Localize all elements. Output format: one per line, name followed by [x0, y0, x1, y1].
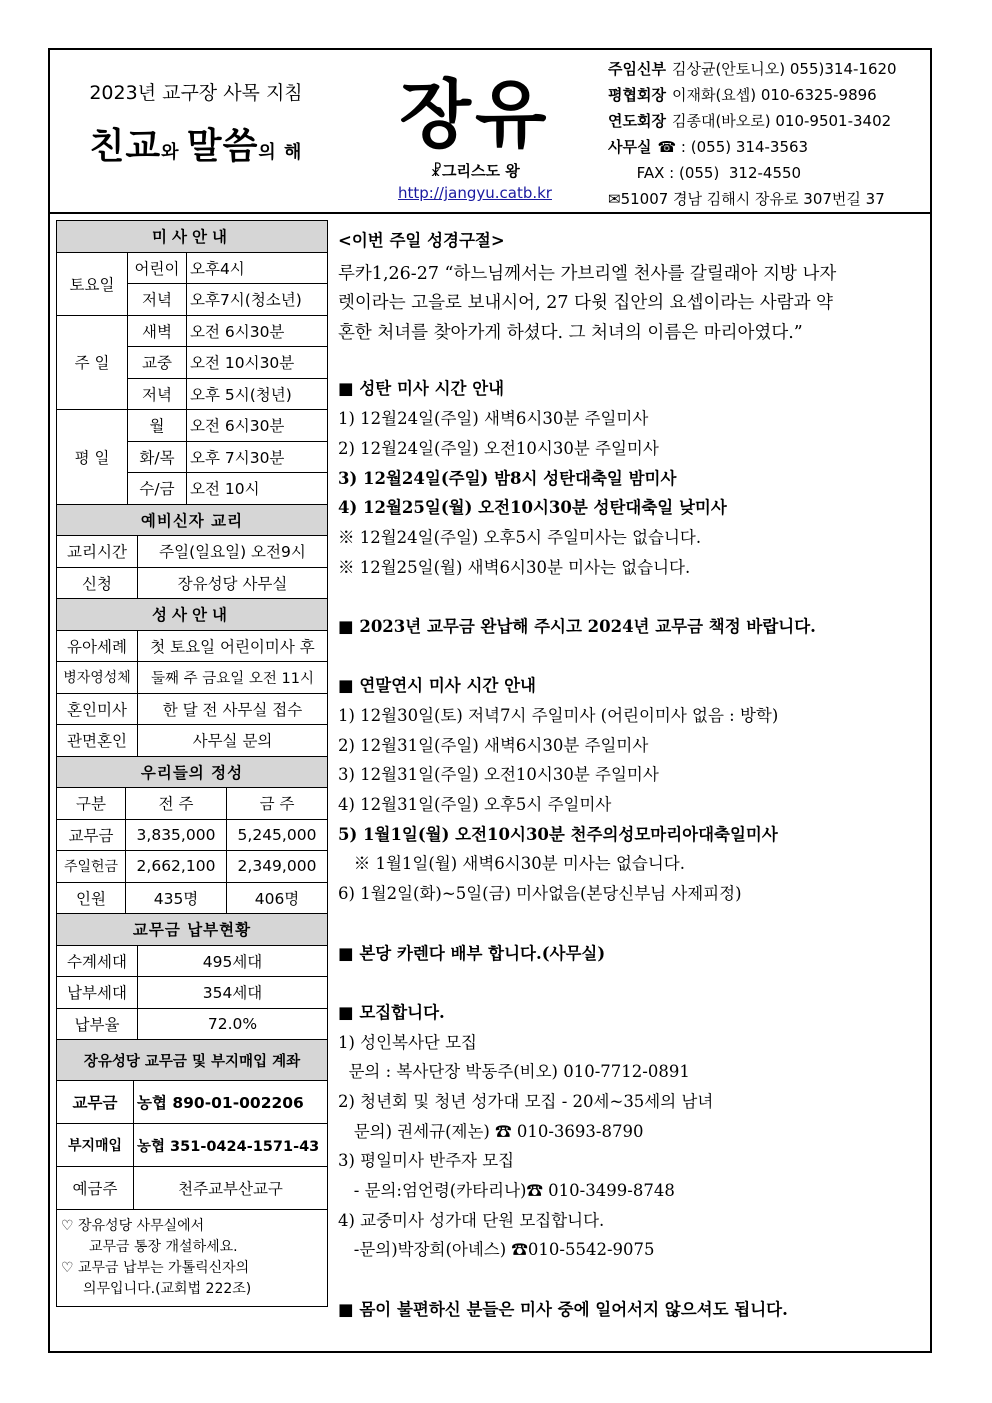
- row-value: 495세대: [138, 945, 328, 977]
- schedule-item: 5) 1월1일(월) 오전10시30분 천주의성모마리아대축일미사: [338, 824, 778, 844]
- recruit-item: 2) 청년회 및 청년 성가대 모집 - 20세~35세의 남녀: [338, 1091, 714, 1111]
- account-number: 농협 890-01-002206: [134, 1081, 328, 1124]
- sidebar: [56, 220, 328, 1307]
- row-label: 수계세대: [57, 945, 138, 977]
- verse-line: 루카1,26-27 “하느님께서는 가브리엘 천사를 갈릴래아 지방 나자: [338, 263, 837, 284]
- bulletin-title: 장유: [399, 72, 551, 158]
- day-label: 평 일: [57, 410, 128, 505]
- pastoral-motto: [50, 50, 342, 212]
- account-number: 농협 351-0424-1571-43: [134, 1124, 328, 1167]
- day-label: 토요일: [57, 252, 128, 315]
- mass-type: 수/금: [128, 473, 187, 505]
- this-week-value: 2,349,000: [227, 851, 328, 883]
- contact-value: ☎ : (055) 314-3563: [657, 138, 809, 156]
- verse-line: 렛이라는 고을로 보내시어, 27 다윗 집안의 요셉이라는 사람과 약: [338, 293, 833, 314]
- column-header: 구분: [57, 788, 126, 820]
- schedule-item: 2) 12월31일(주일) 새벽6시30분 주일미사: [338, 735, 649, 755]
- row-label: 병자영성체: [57, 662, 138, 694]
- contact-role: 사무실: [608, 138, 652, 156]
- mass-type: 어린이: [128, 252, 187, 284]
- mass-time: 오후 5시(청년): [187, 378, 328, 410]
- catechism-table: [56, 504, 328, 600]
- contact-role: 연도회장: [608, 112, 666, 130]
- this-week-value: 5,245,000: [227, 819, 328, 851]
- schedule-note: ※ 12월25일(월) 새벽6시30분 미사는 없습니다.: [338, 557, 691, 577]
- recruit-contact: - 문의:엄언령(카타리나)☎ 010-3499-8748: [338, 1181, 675, 1200]
- note-line: ♡ 장유성당 사무실에서: [61, 1218, 205, 1234]
- section-heading: ■ 연말연시 미사 시간 안내: [338, 676, 536, 696]
- row-label: 예금주: [57, 1167, 134, 1210]
- contact-row: [608, 56, 934, 82]
- row-label: 주일헌금: [57, 851, 126, 883]
- mass-time: 오후7시(청소년): [187, 284, 328, 316]
- spacer: [338, 968, 926, 998]
- mass-type: 교중: [128, 347, 187, 379]
- account-table: [56, 1039, 328, 1210]
- schedule-note: ※ 1월1일(월) 새벽6시30분 미사는 없습니다.: [338, 854, 685, 874]
- recruit-contact: 문의) 권세규(제논) ☎ 010-3693-8790: [338, 1121, 644, 1141]
- prev-week-value: 435명: [126, 882, 227, 914]
- row-value: 354세대: [138, 977, 328, 1009]
- offering-table: [56, 756, 328, 915]
- contact-row: [608, 82, 934, 108]
- row-value: 장유성당 사무실: [138, 567, 328, 599]
- schedule-item: 6) 1월2일(화)~5일(금) 미사없음(본당신부님 사제피정): [338, 884, 742, 904]
- section-title: 예비신자 교리: [57, 504, 328, 536]
- bulletin-frame: [48, 48, 932, 1353]
- verse-line: 혼한 처녀를 찾아가게 하셨다. 그 처녀의 이름은 마리아였다.”: [338, 323, 803, 344]
- mass-schedule-table: [56, 220, 328, 505]
- section-title: 장유성당 교무금 및 부지매입 계좌: [57, 1040, 328, 1081]
- row-label: 인원: [57, 882, 126, 914]
- section-title: 우리들의 정성: [57, 756, 328, 788]
- mass-time: 오후4시: [187, 252, 328, 284]
- masthead: [350, 50, 600, 212]
- note-line: 교무금 통장 개설하세요.: [89, 1239, 238, 1255]
- schedule-item: 4) 12월31일(주일) 오후5시 주일미사: [338, 795, 612, 815]
- contact-row: [608, 134, 934, 160]
- motto-word-2: 말씀: [186, 126, 259, 167]
- row-label: 납부세대: [57, 977, 138, 1009]
- mass-time: 오후 7시30분: [187, 441, 328, 473]
- row-value: 둘째 주 금요일 오전 11시: [138, 662, 328, 694]
- schedule-item: 2) 12월24일(주일) 오전10시30분 주일미사: [338, 438, 659, 458]
- mass-type: 화/목: [128, 441, 187, 473]
- contact-role: 주임신부: [608, 60, 666, 78]
- recruit-item: 1) 성인복사단 모집: [338, 1032, 477, 1052]
- mass-time: 오전 10시: [187, 473, 328, 505]
- contact-value: 이재화(요셉) 010-6325-9896: [671, 86, 877, 104]
- contact-role: 평협회장: [608, 86, 666, 104]
- mass-type: 저녁: [128, 378, 187, 410]
- row-label: 신청: [57, 567, 138, 599]
- spacer: [338, 345, 926, 375]
- note-line: 의무입니다.(교회법 222조): [83, 1281, 252, 1297]
- column-header: 전 주: [126, 788, 227, 820]
- contact-value: 김종대(바오로) 010-9501-3402: [671, 112, 892, 130]
- section-title: 성사안내: [57, 599, 328, 631]
- row-value: 주일(일요일) 오전9시: [138, 536, 328, 568]
- schedule-item: 1) 12월30일(토) 저녁7시 주일미사 (어린이미사 없음 : 방학): [338, 706, 779, 725]
- account-holder: 천주교부산교구: [134, 1167, 328, 1210]
- address: ✉51007 경남 김해시 장유로 307번길 37: [608, 190, 885, 208]
- mass-type: 새벽: [128, 315, 187, 347]
- verse-title: <이번 주일 성경구절>: [338, 231, 505, 250]
- contact-list: [608, 56, 934, 212]
- row-label: 교무금: [57, 1081, 134, 1124]
- spacer: [338, 1265, 926, 1295]
- row-label: 납부율: [57, 1008, 138, 1040]
- mass-type: 월: [128, 410, 187, 442]
- section-heading: ■ 성탄 미사 시간 안내: [338, 379, 505, 399]
- recruit-item: 3) 평일미사 반주자 모집: [338, 1151, 515, 1171]
- schedule-item: 3) 12월31일(주일) 오전10시30분 주일미사: [338, 765, 659, 785]
- spacer: [338, 582, 926, 612]
- section-heading: ■ 본당 카렌다 배부 합니다.(사무실): [338, 943, 606, 963]
- motto-conj: 와: [161, 142, 187, 163]
- mass-time: 오전 10시30분: [187, 347, 328, 379]
- schedule-note: ※ 12월24일(주일) 오후5시 주일미사는 없습니다.: [338, 527, 702, 547]
- row-label: 교리시간: [57, 536, 138, 568]
- recruit-item: 4) 교중미사 성가대 단원 모집합니다.: [338, 1210, 605, 1230]
- dues-table: [56, 913, 328, 1040]
- row-label: 관면혼인: [57, 725, 138, 757]
- schedule-item: 1) 12월24일(주일) 새벽6시30분 주일미사: [338, 409, 649, 429]
- section-title: 교무금 납부현황: [57, 914, 328, 946]
- main-content: [338, 226, 926, 1324]
- row-label: 유아세례: [57, 630, 138, 662]
- header: [50, 50, 930, 214]
- schedule-item: 4) 12월25일(월) 오전10시30분 성탄대축일 낮미사: [338, 498, 727, 518]
- row-value: 한 달 전 사무실 접수: [138, 693, 328, 725]
- this-week-value: 406명: [227, 882, 328, 914]
- section-heading: ■ 2023년 교무금 완납해 주시고 2024년 교무금 책정 바랍니다.: [338, 616, 816, 636]
- parish-name: ☧그리스도 왕: [430, 162, 520, 180]
- spacer: [338, 642, 926, 672]
- row-value: 사무실 문의: [138, 725, 328, 757]
- row-value: 첫 토요일 어린이미사 후: [138, 630, 328, 662]
- contact-row: [608, 108, 934, 134]
- motto-line-1: 2023년 교구장 사목 지침: [89, 82, 303, 104]
- recruit-contact: 문의 : 복사단장 박동주(비오) 010-7712-0891: [338, 1062, 690, 1082]
- mass-type: 저녁: [128, 284, 187, 316]
- schedule-item: 3) 12월24일(주일) 밤8시 성탄대축일 밤미사: [338, 468, 677, 488]
- prev-week-value: 3,835,000: [126, 819, 227, 851]
- recruit-contact: -문의)박장희(아녜스) ☎010-5542-9075: [338, 1240, 655, 1260]
- mass-time: 오전 6시30분: [187, 410, 328, 442]
- motto-word-1: 친교: [89, 126, 162, 167]
- section-heading: ■ 몸이 불편하신 분들은 미사 중에 일어서지 않으셔도 됩니다.: [338, 1299, 788, 1319]
- row-label: 혼인미사: [57, 693, 138, 725]
- row-value: 72.0%: [138, 1008, 328, 1040]
- spacer: [338, 909, 926, 939]
- sacrament-table: [56, 598, 328, 757]
- contact-value: FAX : (055) 312-4550: [608, 164, 802, 182]
- motto-suffix: 의 해: [258, 142, 303, 163]
- mass-time: 오전 6시30분: [187, 315, 328, 347]
- website-link[interactable]: http://jangyu.catb.kr: [398, 184, 552, 202]
- contact-row: [608, 160, 934, 186]
- motto-line-2: [50, 118, 342, 169]
- notes-box: [56, 1210, 328, 1307]
- section-heading: ■ 모집합니다.: [338, 1002, 445, 1022]
- contact-row: [608, 186, 934, 212]
- section-title: 미사안내: [57, 221, 328, 253]
- note-line: ♡ 교무금 납부는 가톨릭신자의: [61, 1260, 250, 1276]
- contact-value: 김상균(안토니오) 055)314-1620: [671, 60, 897, 78]
- row-label: 부지매입: [57, 1124, 134, 1167]
- column-header: 금 주: [227, 788, 328, 820]
- prev-week-value: 2,662,100: [126, 851, 227, 883]
- row-label: 교무금: [57, 819, 126, 851]
- day-label: 주 일: [57, 315, 128, 410]
